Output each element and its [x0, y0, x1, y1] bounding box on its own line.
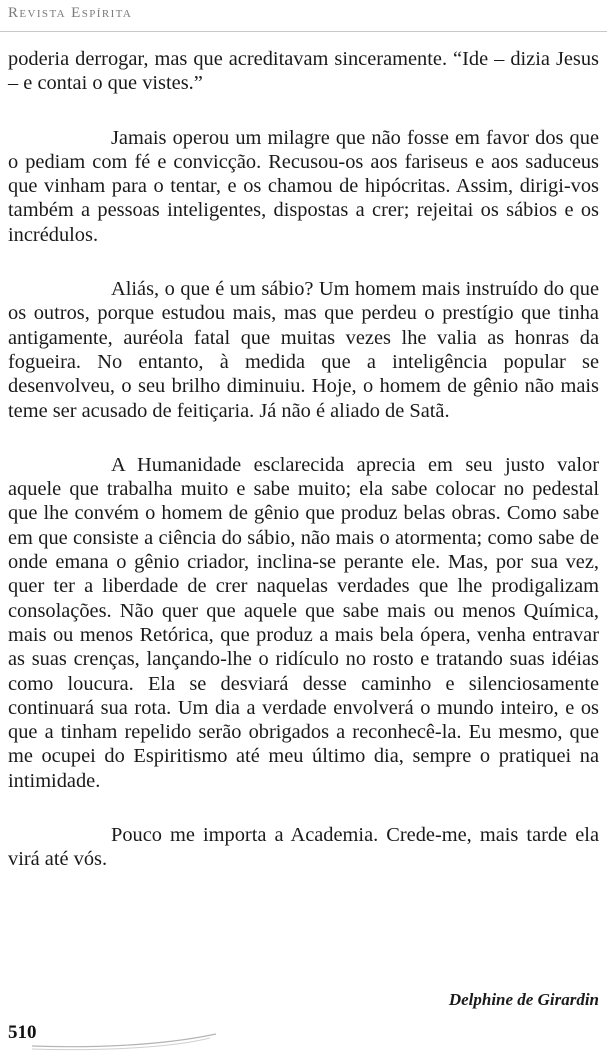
running-header: Revista Espírita: [8, 5, 133, 21]
author-signature: Delphine de Girardin: [448, 990, 599, 1009]
paragraph-continuation: poderia derrogar, mas que acreditavam sinceramente. “Ide – dizia Jesus – e contai o que vistes.”: [8, 48, 599, 95]
page-number: 510: [8, 1022, 37, 1043]
header-divider: [0, 31, 607, 32]
article-body: [8, 47, 599, 902]
paragraph: Jamais operou um milagre que não fosse em favor dos que o pediam com fé e convicção. Recusou-os aos fariseus e aos saduceus que vinham para o tentar, e os chamou de hipócritas. Assim, dirigi-vos também a pessoas inteligentes, dispostas a crer; rejeitai os sábios e os incrédulos.: [8, 126, 599, 246]
paragraph: Pouco me importa a Academia. Crede-me, mais tarde ela virá até vós.: [8, 824, 599, 871]
paragraph: A Humanidade esclarecida aprecia em seu justo valor aquele que trabalha muito e sabe muito; ela sabe colocar no pedestal que lhe convém o homem de gênio que produz belas obras. Como sabe em que consiste a ciência do sábio, não mais o atormenta; como sabe de onde emana o gênio criador, inclina-se perante ele. Mas, por sua vez, quer ter a liberdade de crer naquelas verdades que lhe prodigalizam consolações. Não quer que aquele que sabe mais ou menos Química, mais ou menos Retórica, que produz a mais bela ópera, venha entravar as suas crenças, lançando-lhe o ridículo no rosto e tratando suas idéias como loucura. Ela se desviará desse caminho e silenciosamente continuará sua rota. Um dia a verdade envolverá o mundo inteiro, e os que a tinham repelido serão obrigados a reconhecê-la. Eu mesmo, que me ocupei do Espiritismo até meu último dia, sempre o pratiquei na intimidade.: [8, 453, 599, 792]
page-swoosh-ornament: [30, 1026, 220, 1052]
paragraph: Aliás, o que é um sábio? Um homem mais instruído do que os outros, porque estudou mais, mas que perdeu o prestígio que tinha antigamente, auréola fatal que muitas vezes lhe valia as honras da fogueira. No entanto, à medida que a inteligência popular se desenvolveu, o seu brilho diminuiu. Hoje, o homem de gênio não mais teme ser acusado de feitiçaria. Já não é aliado de Satã.: [8, 278, 599, 422]
